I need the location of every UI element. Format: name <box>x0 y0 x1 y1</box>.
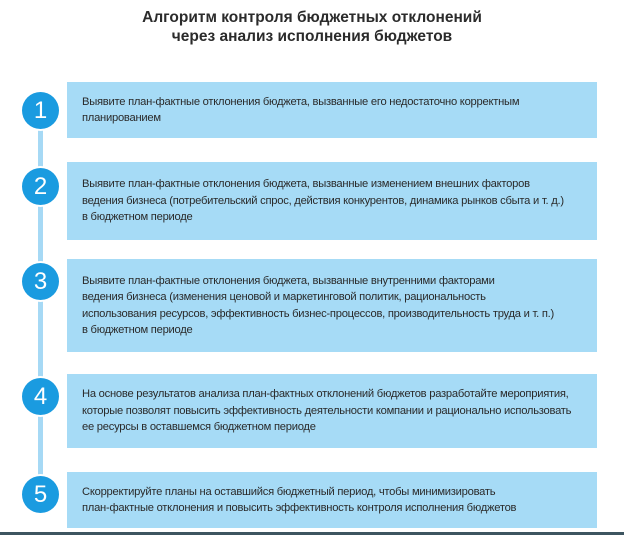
step-description-box <box>67 374 597 448</box>
step-description-box <box>67 259 597 352</box>
step-text-line: Скорректируйте планы на оставшийся бюджетный период, чтобы минимизировать <box>82 485 496 498</box>
step-number-badge: 1 <box>22 92 59 129</box>
step-text-line: в бюджетном периоде <box>82 324 193 336</box>
step-text-line: использования ресурсов, эффективность бизнес-процессов, производительность труда и т. п.) <box>82 307 554 320</box>
step-text-line: Выявите план-фактные отклонения бюджета, вызванные внутренними факторами <box>82 274 495 287</box>
step-number-badge: 5 <box>22 476 59 513</box>
step-text-line: которые позволят повысить эффективность деятельности компании и рационально использовать <box>82 404 572 417</box>
title-line-2: через анализ исполнения бюджетов <box>171 28 453 45</box>
step-number-badge: 2 <box>22 168 59 205</box>
step-text-line: планированием <box>82 112 161 124</box>
diagram-title <box>0 8 624 46</box>
step-description-box <box>67 472 597 528</box>
timeline-connector <box>38 100 43 500</box>
step-text-line: Выявите план-фактные отклонения бюджета, вызванные его недостаточно корректным <box>82 95 520 108</box>
step-text-line: ведения бизнеса (потребительский спрос, действия конкурентов, динамика рынков сбыта и т. д.) <box>82 194 564 207</box>
step-description <box>82 176 564 226</box>
step-description-box <box>67 82 597 138</box>
step-number-badge: 4 <box>22 378 59 415</box>
step-text-line: ее ресурсы в оставшемся бюджетном периоде <box>82 421 316 434</box>
step-text-line: план-фактные отклонения и повысить эффективность контроля исполнения бюджетов <box>82 502 517 514</box>
step-description <box>82 94 519 127</box>
step-text-line: На основе результатов анализа план-фактных отклонений бюджетов разработайте мероприятия, <box>82 388 569 401</box>
step-description <box>82 386 571 436</box>
step-text-line: Выявите план-фактные отклонения бюджета, вызванные изменением внешних факторов <box>82 178 530 191</box>
step-description <box>82 273 554 339</box>
title-line-1: Алгоритм контроля бюджетных отклонений <box>142 9 482 26</box>
step-description-box <box>67 162 597 240</box>
step-text-line: ведения бизнеса (изменения ценовой и маркетинговой политик, рациональность <box>82 291 486 303</box>
step-text-line: в бюджетном периоде <box>82 211 193 224</box>
step-number-badge: 3 <box>22 263 59 300</box>
step-description <box>82 484 516 517</box>
